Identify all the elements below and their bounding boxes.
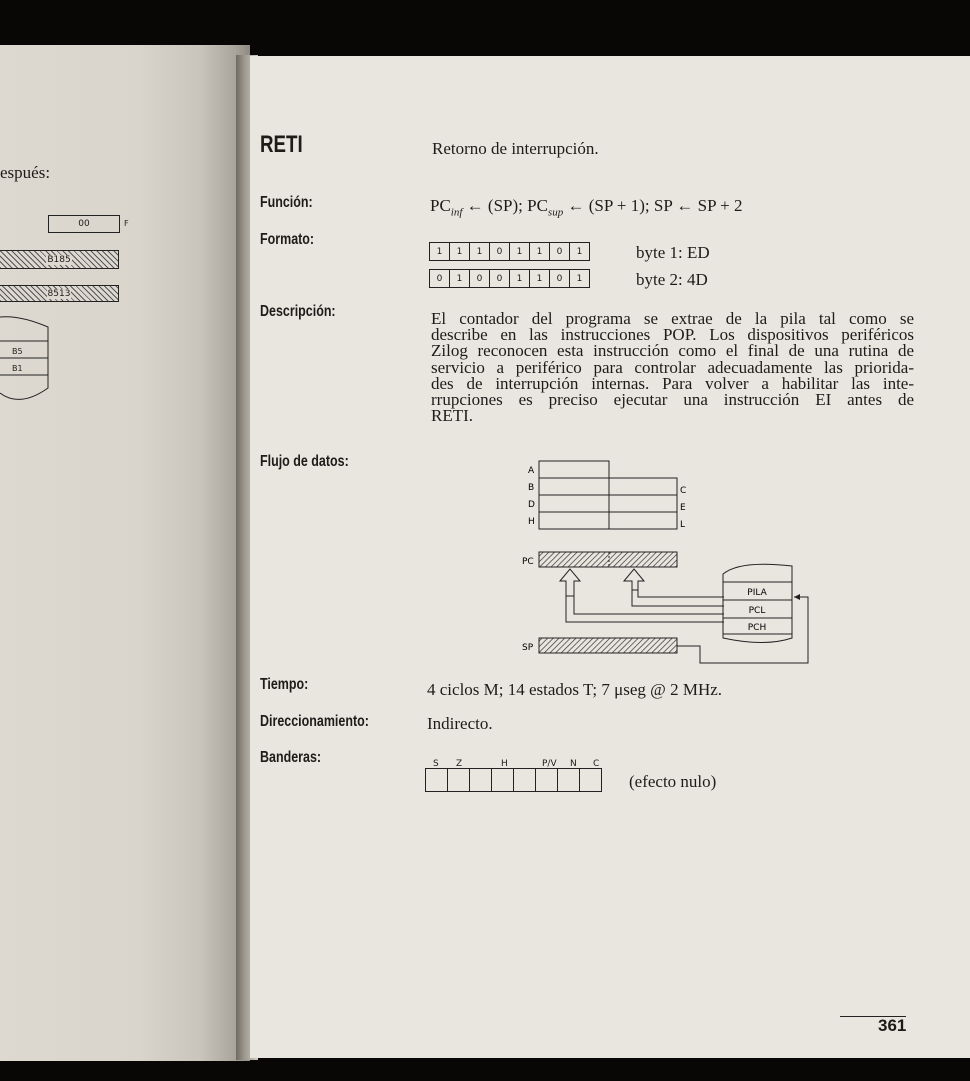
left-page-fragment: espués: (0, 163, 51, 182)
function-formula (430, 196, 743, 218)
label-pila: PILA (747, 588, 767, 598)
description-line: des de interrupción internas. Para volver a habilitar las inte- (431, 373, 914, 393)
label-funcion: Función: (260, 194, 313, 211)
flag-label-z: Z (456, 759, 463, 769)
label-banderas: Banderas: (260, 749, 322, 766)
label-reg-e: E (680, 503, 686, 513)
flag-cell (535, 768, 558, 792)
left-hatched-register-1 (0, 250, 119, 269)
label-direccionamiento: Direccionamiento: (260, 713, 369, 730)
byte1-bit: 1 (469, 242, 490, 261)
left-hatched-register-1-label: B185 (47, 254, 71, 265)
flags-note: (efecto nulo) (629, 772, 717, 791)
flags-register (426, 768, 602, 792)
byte2-bit: 1 (529, 269, 550, 288)
flag-cell (447, 768, 470, 792)
label-reg-c: C (680, 486, 687, 496)
description-paragraph (431, 311, 914, 424)
label-pcl: PCL (748, 606, 766, 616)
byte2-bit-row (430, 269, 590, 288)
byte1-bit: 1 (509, 242, 530, 261)
register-bc (539, 478, 677, 495)
flag-cell (579, 768, 602, 792)
register-de (539, 495, 677, 512)
right-page (250, 56, 970, 1058)
byte1-label: byte 1: ED (636, 243, 710, 262)
label-formato: Formato: (260, 231, 315, 248)
left-stack-value-2: B1 (12, 364, 23, 373)
description-line: describe en las instrucciones POP. Los dispositivos periféricos (431, 325, 914, 345)
byte2-bit: 1 (569, 269, 590, 288)
byte2-bit: 0 (549, 269, 570, 288)
flag-label-c: C (593, 759, 600, 769)
byte2-bit: 0 (489, 269, 510, 288)
left-page (0, 45, 250, 1061)
register-hl (539, 512, 677, 529)
label-reg-a: A (528, 466, 535, 476)
page-number: 361 (878, 1016, 907, 1035)
byte1-bit: 1 (529, 242, 550, 261)
flag-cell (491, 768, 514, 792)
function-sup-subscript: sup (547, 206, 564, 219)
byte1-bit: 1 (449, 242, 470, 261)
label-reg-l: L (680, 520, 686, 530)
byte2-bit: 0 (469, 269, 490, 288)
label-tiempo: Tiempo: (260, 676, 309, 693)
function-pc: PC (430, 196, 451, 215)
description-line: Zilog reconocen esta instrucción como el final de una rutina de (431, 341, 914, 361)
addressing-text: Indirecto. (427, 714, 493, 733)
label-flujo-de-datos: Flujo de datos: (260, 453, 349, 470)
description-line: El contador del programa se extrae de la pila tal como se (431, 309, 914, 328)
byte2-bit: 1 (509, 269, 530, 288)
function-part1: ← (SP); PC (462, 196, 548, 215)
byte1-bit: 0 (489, 242, 510, 261)
label-reg-h: H (528, 517, 535, 527)
left-hatched-register-2 (0, 285, 119, 302)
register-sp (539, 638, 677, 653)
left-stack-diagram (0, 313, 60, 403)
flag-cell (513, 768, 536, 792)
label-reg-b: B (528, 483, 535, 493)
byte2-bit: 1 (449, 269, 470, 288)
byte1-bit: 0 (549, 242, 570, 261)
flag-label-s: S (433, 759, 439, 769)
byte2-bit: 0 (429, 269, 450, 288)
label-descripcion: Descripción: (260, 303, 336, 320)
byte1-bit-row (430, 242, 590, 261)
register-a (539, 461, 609, 478)
register-pc (539, 552, 677, 567)
scan-bottom-border (0, 1058, 970, 1081)
label-pch: PCH (747, 623, 767, 633)
flag-cell (469, 768, 492, 792)
left-hatched-register-2-label: 8513 (47, 288, 71, 299)
description-line: rrupciones es preciso ejecutar una instrucción EI antes de (431, 389, 914, 409)
left-register-f-label: F (124, 219, 129, 228)
flag-cell (557, 768, 580, 792)
flag-cell (425, 768, 448, 792)
description-line: RETI. (431, 406, 474, 426)
description-line: servicio a periférico para controlar adecuadamente las priorida- (431, 357, 914, 377)
data-flow-diagram (520, 456, 820, 671)
label-sp: SP (522, 643, 534, 653)
instruction-title: Retorno de interrupción. (432, 139, 599, 158)
left-register-f-box: 00 (48, 215, 120, 233)
byte1-bit: 1 (429, 242, 450, 261)
timing-text: 4 ciclos M; 14 estados T; 7 μseg @ 2 MHz. (427, 680, 723, 699)
label-pc: PC (522, 557, 534, 567)
function-part2: ← (SP + 1); SP ← SP + 2 (563, 196, 743, 215)
flag-label-pv: P/V (542, 759, 557, 769)
flag-label-h: H (501, 759, 508, 769)
byte2-label: byte 2: 4D (636, 270, 708, 289)
label-reg-d: D (528, 500, 535, 510)
function-inf-subscript: inf (450, 206, 463, 219)
flag-label-n: N (570, 759, 577, 769)
instruction-mnemonic: RETI (260, 131, 303, 158)
byte1-bit: 1 (569, 242, 590, 261)
left-stack-value-1: B5 (12, 347, 23, 356)
